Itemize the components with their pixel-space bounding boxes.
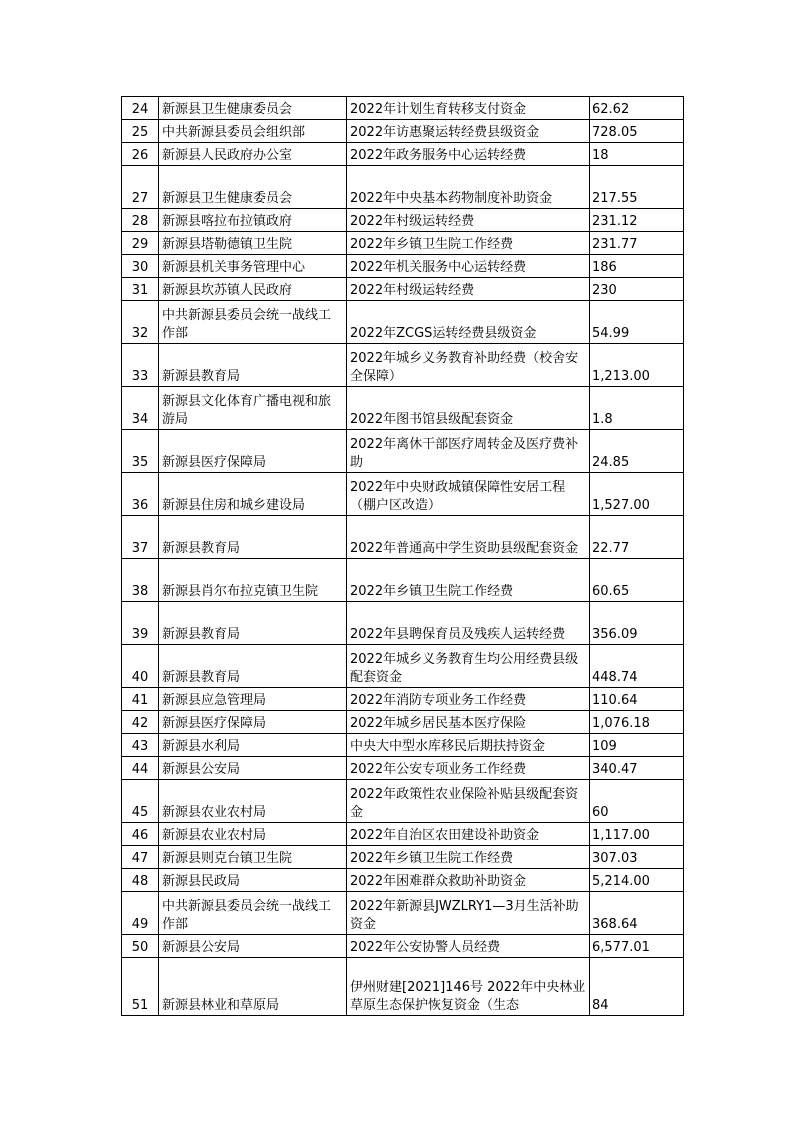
table-row (122, 166, 684, 209)
unit-name: 新源县喀拉布拉镇政府 (159, 209, 347, 232)
table-row (122, 559, 684, 602)
amount: 1.8 (590, 387, 684, 430)
table-row (122, 301, 684, 344)
amount: 307.03 (590, 846, 684, 869)
amount: 1,117.00 (590, 823, 684, 846)
row-number: 25 (122, 120, 159, 143)
item-name: 2022年政策性农业保险补贴县级配套资金 (347, 780, 590, 823)
table-row (122, 430, 684, 473)
unit-name: 新源县农业农村局 (159, 780, 347, 823)
unit-name: 新源县则克台镇卫生院 (159, 846, 347, 869)
table-row (122, 711, 684, 734)
amount: 368.64 (590, 892, 684, 935)
row-number: 38 (122, 559, 159, 602)
row-number: 29 (122, 232, 159, 255)
row-number: 31 (122, 278, 159, 301)
table-row (122, 387, 684, 430)
amount: 60.65 (590, 559, 684, 602)
unit-name: 新源县医疗保障局 (159, 430, 347, 473)
unit-name: 新源县教育局 (159, 516, 347, 559)
table-row (122, 602, 684, 645)
unit-name: 新源县塔勒德镇卫生院 (159, 232, 347, 255)
amount: 24.85 (590, 430, 684, 473)
amount: 54.99 (590, 301, 684, 344)
row-number: 33 (122, 344, 159, 387)
table-row (122, 143, 684, 166)
row-number: 39 (122, 602, 159, 645)
unit-name: 新源县水利局 (159, 734, 347, 757)
amount: 356.09 (590, 602, 684, 645)
item-name: 2022年图书馆县级配套资金 (347, 387, 590, 430)
unit-name: 新源县坎苏镇人民政府 (159, 278, 347, 301)
item-name: 2022年城乡义务教育补助经费（校舍安全保障） (347, 344, 590, 387)
table-row (122, 344, 684, 387)
table-row (122, 780, 684, 823)
amount: 231.77 (590, 232, 684, 255)
amount: 6,577.01 (590, 935, 684, 958)
unit-name: 新源县住房和城乡建设局 (159, 473, 347, 516)
row-number: 30 (122, 255, 159, 278)
item-name: 2022年ZCGS运转经费县级资金 (347, 301, 590, 344)
table-row (122, 846, 684, 869)
item-name: 2022年中央财政城镇保障性安居工程（棚户区改造） (347, 473, 590, 516)
unit-name: 中共新源县委员会组织部 (159, 120, 347, 143)
item-name: 2022年乡镇卫生院工作经费 (347, 232, 590, 255)
row-number: 47 (122, 846, 159, 869)
item-name: 2022年中央基本药物制度补助资金 (347, 166, 590, 209)
amount: 231.12 (590, 209, 684, 232)
table-row (122, 757, 684, 780)
row-number: 35 (122, 430, 159, 473)
item-name: 2022年公安协警人员经费 (347, 935, 590, 958)
unit-name: 新源县民政局 (159, 869, 347, 892)
unit-name: 新源县肖尔布拉克镇卫生院 (159, 559, 347, 602)
table-row (122, 935, 684, 958)
table-row (122, 958, 684, 1016)
row-number: 26 (122, 143, 159, 166)
amount: 1,213.00 (590, 344, 684, 387)
table-row (122, 645, 684, 688)
item-name: 2022年困难群众救助补助资金 (347, 869, 590, 892)
unit-name: 新源县公安局 (159, 935, 347, 958)
item-name: 2022年城乡义务教育生均公用经费县级配套资金 (347, 645, 590, 688)
row-number: 48 (122, 869, 159, 892)
unit-name: 新源县林业和草原局 (159, 958, 347, 1016)
item-name: 2022年自治区农田建设补助资金 (347, 823, 590, 846)
amount: 5,214.00 (590, 869, 684, 892)
unit-name: 新源县应急管理局 (159, 688, 347, 711)
unit-name: 新源县文化体育广播电视和旅游局 (159, 387, 347, 430)
row-number: 32 (122, 301, 159, 344)
row-number: 51 (122, 958, 159, 1016)
item-name: 2022年普通高中学生资助县级配套资金 (347, 516, 590, 559)
item-name: 2022年机关服务中心运转经费 (347, 255, 590, 278)
item-name: 2022年县聘保育员及残疾人运转经费 (347, 602, 590, 645)
unit-name: 中共新源县委员会统一战线工作部 (159, 301, 347, 344)
item-name: 2022年消防专项业务工作经费 (347, 688, 590, 711)
row-number: 46 (122, 823, 159, 846)
amount: 84 (590, 958, 684, 1016)
amount: 217.55 (590, 166, 684, 209)
row-number: 43 (122, 734, 159, 757)
row-number: 41 (122, 688, 159, 711)
amount: 230 (590, 278, 684, 301)
row-number: 45 (122, 780, 159, 823)
amount: 728.05 (590, 120, 684, 143)
amount: 186 (590, 255, 684, 278)
item-name: 2022年乡镇卫生院工作经费 (347, 559, 590, 602)
item-name: 2022年访惠聚运转经费县级资金 (347, 120, 590, 143)
amount: 109 (590, 734, 684, 757)
item-name: 2022年政务服务中心运转经费 (347, 143, 590, 166)
row-number: 28 (122, 209, 159, 232)
item-name: 2022年村级运转经费 (347, 209, 590, 232)
item-name: 2022年公安专项业务工作经费 (347, 757, 590, 780)
amount: 448.74 (590, 645, 684, 688)
unit-name: 新源县教育局 (159, 344, 347, 387)
item-name: 中央大中型水库移民后期扶持资金 (347, 734, 590, 757)
item-name: 伊州财建[2021]146号 2022年中央林业草原生态保护恢复资金（生态 (347, 958, 590, 1016)
amount: 1,527.00 (590, 473, 684, 516)
row-number: 27 (122, 166, 159, 209)
row-number: 50 (122, 935, 159, 958)
table-row (122, 97, 684, 120)
row-number: 40 (122, 645, 159, 688)
item-name: 2022年城乡居民基本医疗保险 (347, 711, 590, 734)
unit-name: 新源县机关事务管理中心 (159, 255, 347, 278)
item-name: 2022年村级运转经费 (347, 278, 590, 301)
table-row (122, 473, 684, 516)
amount: 110.64 (590, 688, 684, 711)
unit-name: 新源县教育局 (159, 602, 347, 645)
table-row (122, 892, 684, 935)
table-row (122, 255, 684, 278)
row-number: 49 (122, 892, 159, 935)
amount: 60 (590, 780, 684, 823)
amount: 340.47 (590, 757, 684, 780)
unit-name: 新源县卫生健康委员会 (159, 97, 347, 120)
row-number: 36 (122, 473, 159, 516)
amount: 1,076.18 (590, 711, 684, 734)
table-row (122, 232, 684, 255)
allocation-table (121, 96, 684, 1016)
amount: 62.62 (590, 97, 684, 120)
item-name: 2022年乡镇卫生院工作经费 (347, 846, 590, 869)
row-number: 37 (122, 516, 159, 559)
table-row (122, 516, 684, 559)
item-name: 2022年离休干部医疗周转金及医疗费补助 (347, 430, 590, 473)
row-number: 34 (122, 387, 159, 430)
unit-name: 新源县卫生健康委员会 (159, 166, 347, 209)
unit-name: 中共新源县委员会统一战线工作部 (159, 892, 347, 935)
table-row (122, 823, 684, 846)
table-row (122, 120, 684, 143)
unit-name: 新源县教育局 (159, 645, 347, 688)
unit-name: 新源县人民政府办公室 (159, 143, 347, 166)
unit-name: 新源县公安局 (159, 757, 347, 780)
table-row (122, 688, 684, 711)
unit-name: 新源县医疗保障局 (159, 711, 347, 734)
unit-name: 新源县农业农村局 (159, 823, 347, 846)
row-number: 44 (122, 757, 159, 780)
table-row (122, 869, 684, 892)
table-row (122, 278, 684, 301)
item-name: 2022年新源县JWZLRY1—3月生活补助资金 (347, 892, 590, 935)
amount: 18 (590, 143, 684, 166)
table-row (122, 734, 684, 757)
row-number: 42 (122, 711, 159, 734)
item-name: 2022年计划生育转移支付资金 (347, 97, 590, 120)
table-row (122, 209, 684, 232)
row-number: 24 (122, 97, 159, 120)
amount: 22.77 (590, 516, 684, 559)
